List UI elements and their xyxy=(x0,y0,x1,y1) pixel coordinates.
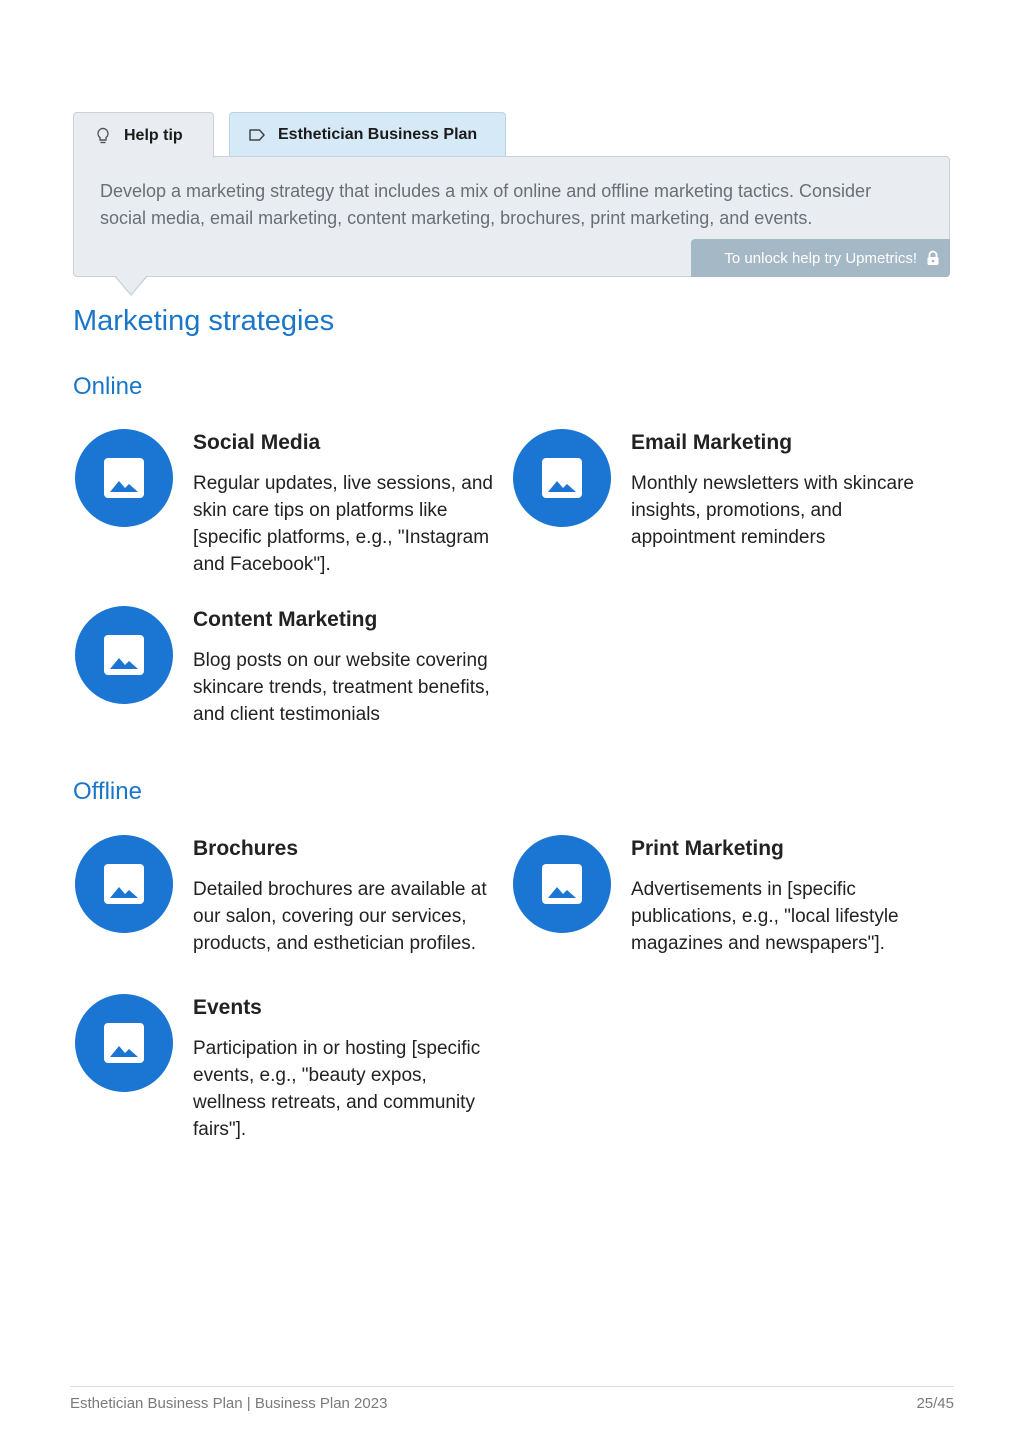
tip-tabs xyxy=(73,112,953,157)
strategy-description: Monthly newsletters with skincare insights, promotions, and appointment reminders xyxy=(631,473,914,548)
offline-heading: Offline xyxy=(73,778,142,805)
unlock-help-label: To unlock help try Upmetrics! xyxy=(724,249,917,267)
strategy-title: Events xyxy=(193,996,262,1019)
tab-help-label: Help tip xyxy=(124,126,183,144)
strategy-title: Content Marketing xyxy=(193,608,378,631)
image-placeholder-icon xyxy=(75,606,173,704)
image-placeholder-icon xyxy=(75,994,173,1092)
strategy-description: Blog posts on our website covering skincare trends, treatment benefits, and client testimonials xyxy=(193,650,490,725)
tip-pointer-fill xyxy=(115,275,147,294)
tab-help-tip[interactable] xyxy=(73,112,214,158)
strategy-title: Print Marketing xyxy=(631,837,784,860)
strategy-description: Participation in or hosting [specific events, e.g., "beauty expos, wellness retreats, and community fairs"]. xyxy=(193,1038,481,1140)
footer-divider xyxy=(70,1386,954,1387)
page-title: Marketing strategies xyxy=(73,305,335,337)
help-tip-text: Develop a marketing strategy that includes a mix of online and offline marketing tactics. Consider social media, email marketing, content marketing, brochures, print marketing, and events. xyxy=(100,181,872,228)
strategy-title: Email Marketing xyxy=(631,431,793,454)
strategy-description: Detailed brochures are available at our salon, covering our services, products, and esthetician profiles. xyxy=(193,879,487,954)
footer-document-title: Esthetician Business Plan | Business Plan 2023 xyxy=(70,1395,388,1412)
image-placeholder-icon xyxy=(75,429,173,527)
tab-business-plan[interactable] xyxy=(229,112,506,156)
tag-icon xyxy=(248,126,266,144)
footer-page-number: 25/45 xyxy=(916,1395,954,1412)
strategy-title: Brochures xyxy=(193,837,299,860)
strategy-description: Regular updates, live sessions, and skin care tips on platforms like [specific platforms, e.g., "Instagram and Facebook"]. xyxy=(193,473,493,575)
lock-icon xyxy=(926,250,940,266)
unlock-help-button[interactable] xyxy=(691,239,950,277)
tab-plan-label: Esthetician Business Plan xyxy=(278,125,478,143)
online-heading: Online xyxy=(73,373,143,400)
image-placeholder-icon xyxy=(513,429,611,527)
image-placeholder-icon xyxy=(75,835,173,933)
image-placeholder-icon xyxy=(513,835,611,933)
strategy-title: Social Media xyxy=(193,431,321,454)
strategy-description: Advertisements in [specific publications, e.g., "local lifestyle magazines and newspapers"]. xyxy=(631,879,899,954)
lightbulb-icon xyxy=(94,127,112,145)
